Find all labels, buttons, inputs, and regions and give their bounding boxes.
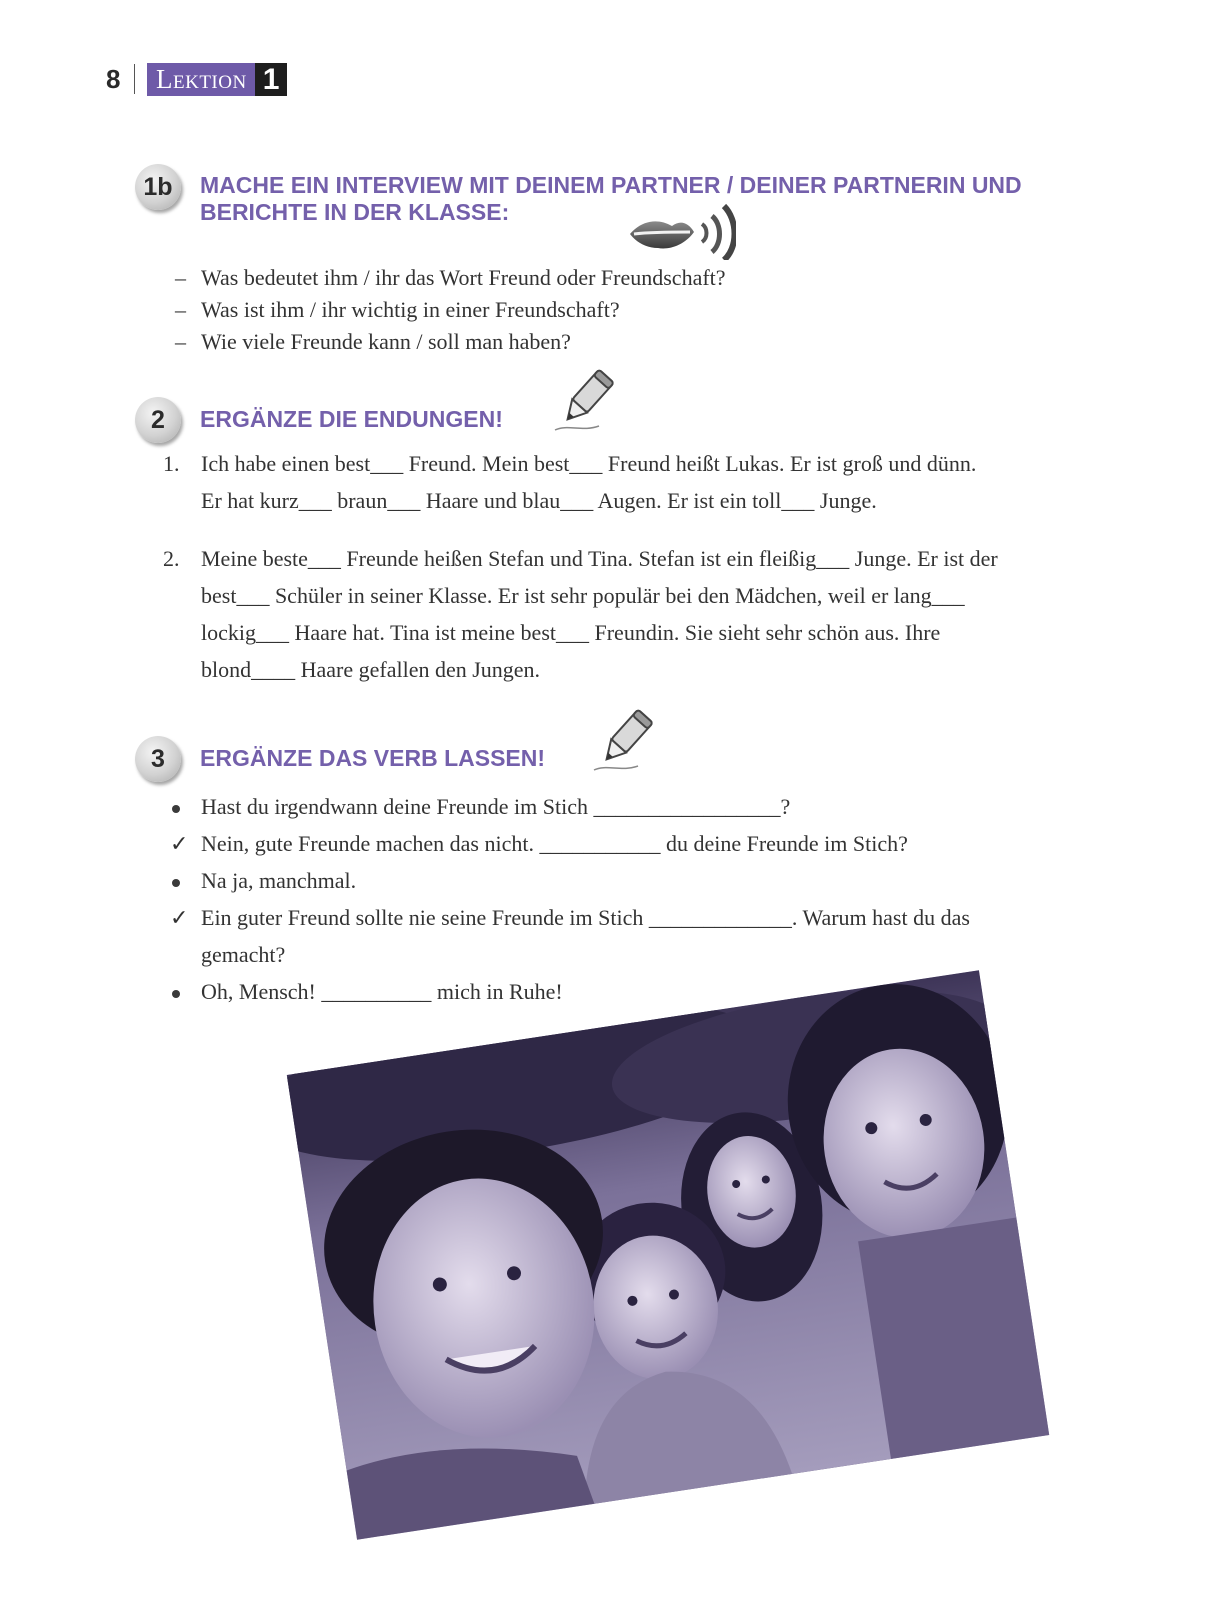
exercise-1b-badge: 1b	[135, 164, 181, 210]
check-icon: ✓	[170, 905, 189, 930]
dialogue-line: Ein guter Freund sollte nie seine Freunde im Stich _____________. Warum hast du das	[201, 905, 970, 930]
exercise-1b-heading-line1: MACHE EIN INTERVIEW MIT DEINEM PARTNER / DEINER PARTNERIN UND	[200, 172, 1022, 198]
speaking-lips-icon	[628, 202, 736, 260]
fill-in-sentence: Meine beste___ Freunde heißen Stefan und Tina. Stefan ist ein fleißig___ Junge. Er ist der	[201, 546, 998, 571]
bullet-icon	[172, 805, 180, 813]
fill-in-sentence: lockig___ Haare hat. Tina ist meine best___ Freundin. Sie sieht sehr schön aus. Ihre	[201, 620, 941, 645]
photo-illustration	[287, 970, 1049, 1539]
group-of-friends-photo	[287, 970, 1049, 1539]
question-dash: –	[175, 265, 186, 290]
lesson-label: Lektion	[147, 63, 255, 96]
dialogue-line: Na ja, manchmal.	[201, 868, 357, 893]
dialogue-line: Hast du irgendwann deine Freunde im Stich _________________?	[201, 794, 791, 819]
lesson-tag	[147, 63, 287, 96]
lesson-number: 1	[255, 63, 288, 96]
interview-question: Was ist ihm / ihr wichtig in einer Freundschaft?	[201, 297, 620, 322]
interview-question: Wie viele Freunde kann / soll man haben?	[201, 329, 571, 354]
bullet-icon	[172, 990, 180, 998]
bullet-icon	[172, 879, 180, 887]
item-number: 1.	[163, 451, 180, 476]
item-number: 2.	[163, 546, 180, 571]
exercise-2-heading: ERGÄNZE DIE ENDUNGEN!	[200, 406, 503, 432]
exercise-3-heading: ERGÄNZE DAS VERB LASSEN!	[200, 745, 546, 771]
fill-in-sentence: blond____ Haare gefallen den Jungen.	[201, 657, 541, 682]
question-dash: –	[175, 297, 186, 322]
exercise-3-badge: 3	[135, 736, 181, 782]
fill-in-sentence: best___ Schüler in seiner Klasse. Er ist sehr populär bei den Mädchen, weil er lang___	[201, 583, 965, 608]
pencil-icon	[592, 706, 656, 774]
exercise-1b-heading	[200, 172, 1022, 226]
header-divider	[134, 64, 135, 94]
check-icon: ✓	[170, 831, 189, 856]
question-dash: –	[175, 329, 186, 354]
dialogue-line: Nein, gute Freunde machen das nicht. ___________ du deine Freunde im Stich?	[201, 831, 908, 856]
exercise-2-badge: 2	[135, 397, 181, 443]
pencil-icon	[553, 366, 617, 434]
dialogue-line: Oh, Mensch! __________ mich in Ruhe!	[201, 979, 563, 1004]
exercise-1b-heading-line2: BERICHTE IN DER KLASSE:	[200, 199, 510, 225]
interview-question: Was bedeutet ihm / ihr das Wort Freund oder Freundschaft?	[201, 265, 726, 290]
dialogue-line: gemacht?	[201, 942, 286, 967]
page-number: 8	[106, 64, 121, 94]
fill-in-sentence: Er hat kurz___ braun___ Haare und blau___ Augen. Er ist ein toll___ Junge.	[201, 488, 877, 513]
fill-in-sentence: Ich habe einen best___ Freund. Mein best___ Freund heißt Lukas. Er ist groß und dünn.	[201, 451, 977, 476]
